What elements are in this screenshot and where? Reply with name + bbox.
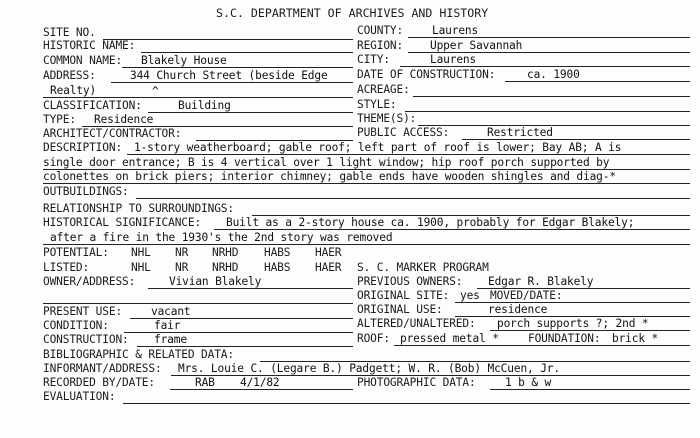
description-line2: single door entrance; B is 4 vertical over 1 light window; hip roof porch supported by bbox=[43, 156, 610, 169]
themes-label: THEME(S): bbox=[357, 112, 417, 125]
potential-nr: NR bbox=[175, 246, 189, 259]
listed-nrhd: NRHD bbox=[212, 261, 239, 274]
listed-habs: HABS bbox=[264, 261, 291, 274]
description-underline-3 bbox=[43, 183, 690, 184]
region-label: REGION: bbox=[357, 39, 404, 52]
historic-name-label: HISTORIC NAME: bbox=[43, 39, 136, 52]
style-line bbox=[405, 111, 690, 112]
photographic-value: 1 b & w bbox=[505, 376, 552, 389]
address-value-line2: Realty) bbox=[50, 84, 97, 97]
classification-line bbox=[148, 112, 353, 113]
site-no-line bbox=[103, 39, 353, 40]
recorded-by-value: RAB bbox=[195, 376, 215, 389]
description-line3: colonettes on brick piers; interior chimney; gable ends have wooden shingles and diag-* bbox=[43, 170, 616, 183]
common-name-line bbox=[122, 67, 353, 68]
informant-label: INFORMANT/ADDRESS: bbox=[43, 362, 162, 375]
address-line bbox=[111, 82, 353, 83]
public-access-value: Restricted bbox=[487, 126, 553, 139]
foundation-value: brick * bbox=[612, 332, 659, 345]
date-construction-value: ca. 1900 bbox=[527, 68, 580, 81]
acreage-line bbox=[413, 96, 690, 97]
recorded-date-value: 4/1/82 bbox=[240, 376, 280, 389]
condition-value: fair bbox=[154, 319, 181, 332]
roof-label: ROOF: bbox=[357, 332, 390, 345]
construction-line bbox=[137, 346, 353, 347]
owner-line bbox=[148, 288, 353, 289]
photographic-line bbox=[490, 389, 690, 390]
county-line bbox=[408, 37, 690, 38]
owner-line-2 bbox=[43, 303, 353, 304]
previous-owners-value: Edgar R. Blakely bbox=[488, 275, 594, 288]
photographic-label: PHOTOGRAPHIC DATA: bbox=[357, 376, 476, 389]
recorded-line bbox=[170, 389, 353, 390]
moved-date-label: MOVED/DATE: bbox=[490, 289, 563, 302]
potential-nhl: NHL bbox=[131, 246, 151, 259]
potential-habs: HABS bbox=[264, 246, 291, 259]
roof-value: pressed metal * bbox=[400, 332, 499, 345]
architect-label: ARCHITECT/CONTRACTOR: bbox=[43, 127, 182, 140]
address-label: ADDRESS: bbox=[43, 69, 96, 82]
altered-label: ALTERED/UNALTERED: bbox=[357, 317, 476, 330]
listed-nr: NR bbox=[175, 261, 189, 274]
construction-label: CONSTRUCTION: bbox=[43, 333, 129, 346]
public-access-label: PUBLIC ACCESS: bbox=[357, 126, 450, 139]
county-value: Laurens bbox=[432, 24, 479, 37]
listed-nhl: NHL bbox=[131, 261, 151, 274]
county-label: COUNTY: bbox=[357, 24, 404, 37]
listed-haer: HAER bbox=[315, 261, 342, 274]
region-value: Upper Savannah bbox=[430, 39, 523, 52]
city-line bbox=[400, 66, 690, 67]
potential-haer: HAER bbox=[315, 246, 342, 259]
listed-label: LISTED: bbox=[43, 261, 90, 274]
public-access-line bbox=[462, 139, 690, 140]
style-label: STYLE: bbox=[357, 98, 397, 111]
foundation-label: FOUNDATION: bbox=[528, 332, 601, 345]
evaluation-line bbox=[123, 403, 690, 404]
historical-line1: Built as a 2-story house ca. 1900, probably for Edgar Blakely; bbox=[226, 216, 635, 229]
description-line1: 1-story weatherboard; gable roof; left part of roof is lower; Bay AB; A is bbox=[134, 141, 622, 154]
type-value: Residence bbox=[94, 113, 154, 126]
informant-value: Mrs. Louie C. (Legare B.) Padgett; W. R. (Bob) McCuen, Jr. bbox=[178, 362, 560, 375]
acreage-label: ACREAGE: bbox=[357, 83, 410, 96]
altered-value: porch supports ?; 2nd * bbox=[497, 317, 649, 330]
address-value-line1: 344 Church Street (beside Edge bbox=[130, 69, 328, 82]
type-label: TYPE: bbox=[43, 113, 76, 126]
original-use-value: residence bbox=[488, 303, 548, 316]
altered-line bbox=[490, 330, 690, 331]
date-construction-label: DATE OF CONSTRUCTION: bbox=[357, 68, 496, 81]
previous-owners-label: PREVIOUS OWNERS: bbox=[357, 275, 463, 288]
site-no-label: SITE NO. bbox=[43, 26, 96, 39]
recorded-label: RECORDED BY/DATE: bbox=[43, 376, 155, 389]
evaluation-label: EVALUATION: bbox=[43, 390, 116, 403]
original-site-label: ORIGINAL SITE: bbox=[357, 289, 450, 302]
historical-label: HISTORICAL SIGNIFICANCE: bbox=[43, 216, 202, 229]
classification-value: Building bbox=[178, 99, 231, 112]
marker-title: S. C. MARKER PROGRAM bbox=[357, 261, 489, 274]
address-caret: ^ bbox=[152, 85, 159, 98]
construction-value: frame bbox=[154, 333, 187, 346]
date-construction-line bbox=[505, 81, 690, 82]
themes-line bbox=[418, 125, 690, 126]
historical-line2: after a fire in the 1930's the 2nd story was removed bbox=[50, 231, 393, 244]
present-use-value: vacant bbox=[151, 305, 191, 318]
present-use-label: PRESENT USE: bbox=[43, 305, 123, 318]
relationship-label: RELATIONSHIP TO SURROUNDINGS: bbox=[43, 202, 234, 215]
potential-nrhd: NRHD bbox=[212, 246, 239, 259]
common-name-label: COMMON NAME: bbox=[43, 54, 123, 67]
historic-name-line bbox=[141, 52, 353, 53]
bibliographic-label: BIBLIOGRAPHIC & RELATED DATA: bbox=[43, 348, 234, 361]
form-title: S.C. DEPARTMENT OF ARCHIVES AND HISTORY bbox=[216, 6, 489, 20]
original-site-value: yes bbox=[460, 289, 480, 302]
original-use-label: ORIGINAL USE: bbox=[357, 303, 443, 316]
common-name-value: Blakely House bbox=[141, 54, 227, 67]
historical-underline-1 bbox=[214, 229, 690, 230]
owner-value: Vivian Blakely bbox=[169, 275, 262, 288]
description-underline-1 bbox=[127, 154, 690, 155]
description-label: DESCRIPTION: bbox=[43, 141, 123, 154]
owner-label: OWNER/ADDRESS: bbox=[43, 275, 136, 288]
condition-label: CONDITION: bbox=[43, 319, 109, 332]
classification-label: CLASSIFICATION: bbox=[43, 99, 142, 112]
historical-underline-2 bbox=[43, 244, 690, 245]
city-value: Laurens bbox=[430, 53, 477, 66]
potential-label: POTENTIAL: bbox=[43, 246, 109, 259]
outbuildings-line bbox=[136, 198, 690, 199]
city-label: CITY: bbox=[357, 53, 390, 66]
roof-line bbox=[394, 345, 690, 346]
address-line-2 bbox=[43, 97, 353, 98]
outbuildings-label: OUTBUILDINGS: bbox=[43, 185, 129, 198]
